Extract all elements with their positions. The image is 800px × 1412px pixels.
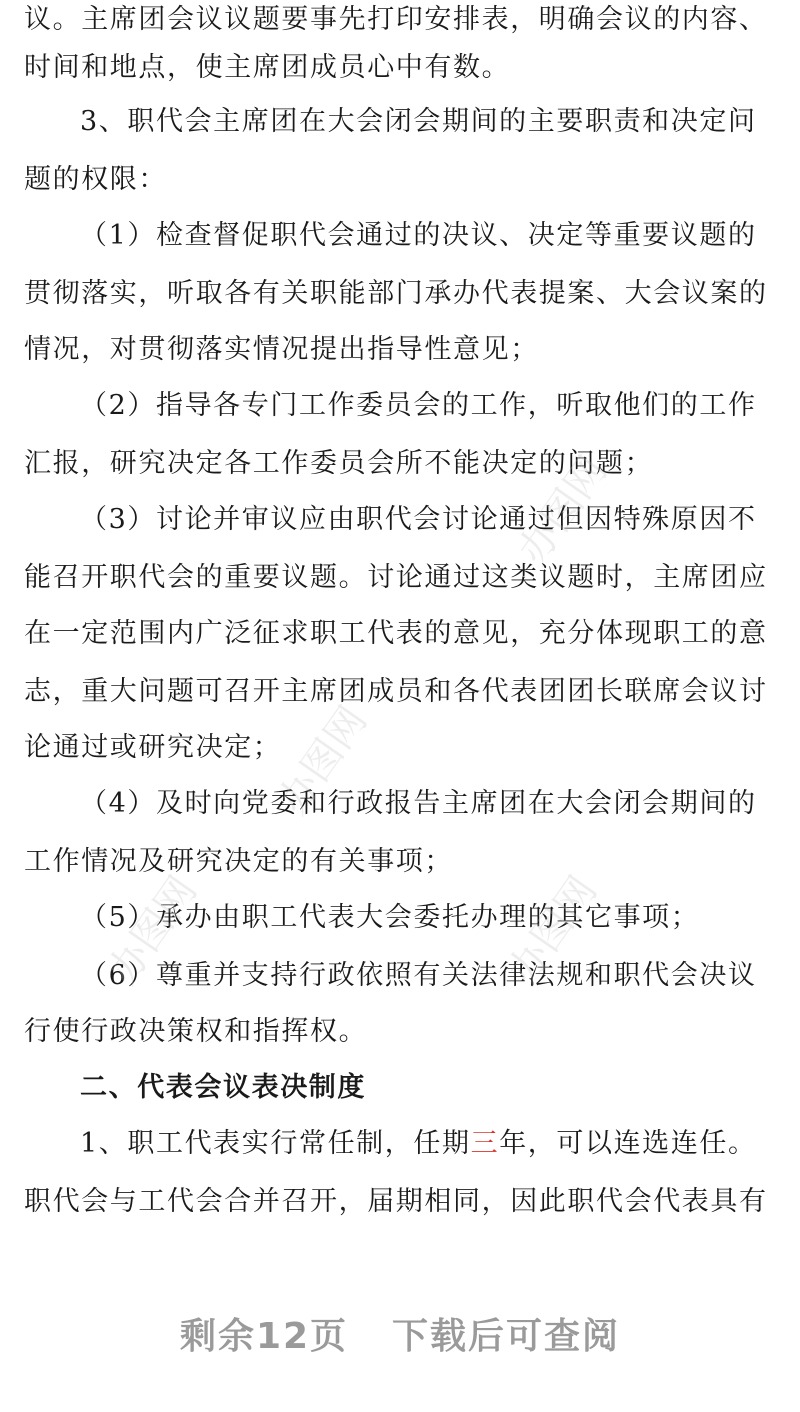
text-line: 行使行政决策权和指挥权。 [24, 1016, 368, 1047]
term-highlight: 三 [470, 1128, 500, 1159]
text-line: 汇报，研究决定各工作委员会所不能决定的问题； [24, 448, 654, 479]
text-line: 贯彻落实，听取各有关职能部门承办代表提案、大会议案的 [24, 278, 768, 309]
section-heading: 二、代表会议表决制度 [80, 1072, 366, 1103]
download-prompt[interactable] [0, 1308, 800, 1359]
text-line: 职代会与工代会合并召开，届期相同，因此职代会代表具有 [24, 1186, 768, 1217]
term-text-after: 年，可以连选连任。 [499, 1128, 757, 1159]
term-line [80, 1126, 780, 1162]
text-line: 工作情况及研究决定的有关事项； [24, 846, 453, 877]
text-line: （3）讨论并审议应由职代会讨论通过但因特殊原因不 [80, 504, 757, 535]
text-line: 论通过或研究决定； [24, 732, 282, 763]
text-line: 能召开职代会的重要议题。讨论通过这类议题时，主席团应 [24, 562, 768, 593]
text-line: （1）检查督促职代会通过的决议、决定等重要议题的 [80, 220, 757, 251]
text-line: 情况，对贯彻落实情况提出指导性意见； [24, 334, 539, 365]
watermark: 办图网 [499, 868, 607, 993]
watermark: 办图网 [509, 448, 617, 573]
text-line: 在一定范围内广泛征求职工代表的意见，充分体现职工的意 [24, 618, 768, 649]
text-line: 议。主席团会议议题要事先打印安排表，明确会议的内容、 [24, 4, 768, 35]
text-line: 志，重大问题可召开主席团成员和各代表团团长联席会议讨 [24, 676, 768, 707]
text-line: 时间和地点，使主席团成员心中有数。 [24, 52, 511, 83]
term-text-before: 1、职工代表实行常任制，任期 [80, 1128, 471, 1159]
text-line: （4）及时向党委和行政报告主席团在大会闭会期间的 [80, 788, 757, 819]
text-line: （5）承办由职工代表大会委托办理的其它事项； [80, 902, 700, 933]
watermark: 办图网 [269, 698, 377, 823]
text-line: （2）指导各专门工作委员会的工作，听取他们的工作 [80, 390, 757, 421]
text-line: （6）尊重并支持行政依照有关法律法规和职代会决议 [80, 960, 757, 991]
remaining-pages-label: 剩余12页 [179, 1316, 349, 1357]
download-to-view-label: 下载后可查阅 [392, 1316, 621, 1357]
text-line: 题的权限： [24, 164, 167, 195]
text-line: 3、职代会主席团在大会闭会期间的主要职责和决定问 [80, 106, 757, 137]
watermark: 办图网 [99, 868, 207, 993]
